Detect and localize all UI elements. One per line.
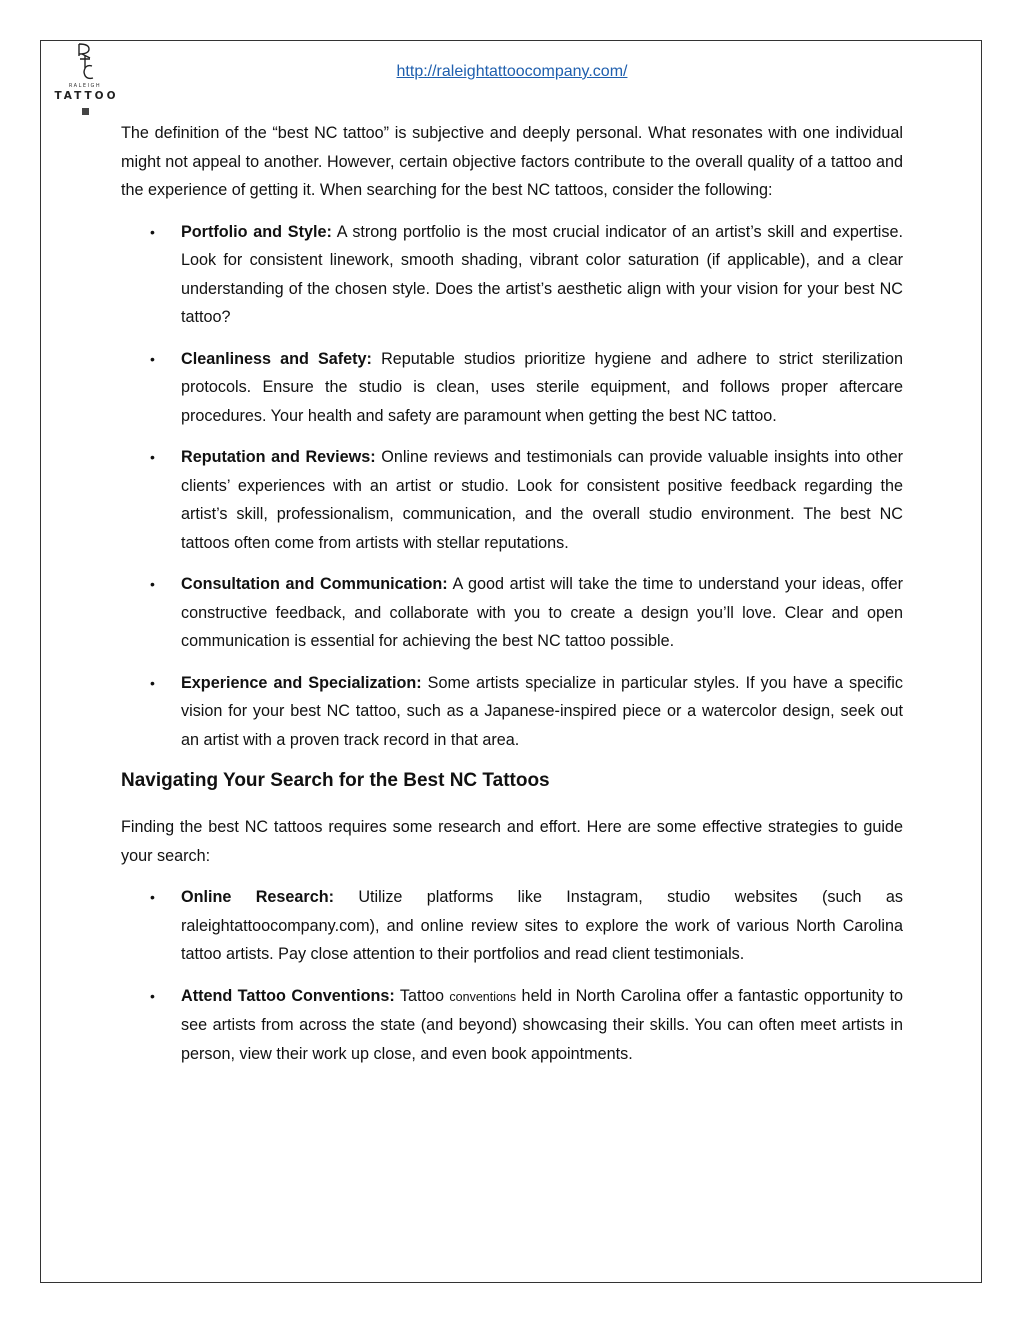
bullet-icon: • bbox=[150, 889, 155, 905]
list-item bbox=[121, 218, 903, 332]
list-item bbox=[121, 883, 903, 969]
logo-badge-icon bbox=[82, 108, 89, 115]
bullet-icon: • bbox=[150, 987, 155, 1004]
item-title: Online Research: bbox=[181, 888, 334, 906]
document-body bbox=[121, 119, 903, 1081]
item-text: Reputable studios prioritize hygiene and adhere to strict sterilization protocols. Ensure the studio is clean, uses sterile equipment, and follows proper aftercare procedures. Your health and safety are paramount when getting the best NC tattoo. bbox=[181, 349, 903, 425]
list-item bbox=[121, 443, 903, 557]
list-item bbox=[121, 570, 903, 656]
bullet-icon: • bbox=[150, 576, 155, 592]
item-text: Online reviews and testimonials can provide valuable insights into other clients’ experiences with an artist or studio. Look for consistent positive feedback regarding the artist’s skill, professionalism, communication, and the overall studio environment. The best NC tattoos often come from artists with stellar reputations. bbox=[181, 448, 903, 552]
item-text: Utilize platforms like Instagram, studio websites (such as raleightattoocompany.com), and online review sites to explore the work of various North Carolina tattoo artists. Pay close attention to their portfolios and read client testimonials. bbox=[181, 888, 903, 963]
raleigh-tattoo-logo bbox=[46, 42, 124, 120]
header-url-link[interactable]: http://raleightattoocompany.com/ bbox=[396, 63, 628, 80]
intro-paragraph: The definition of the “best NC tattoo” is subjective and deeply personal. What resonates with one individual might not appeal to another. However, certain objective factors contribute to the overall quality of a tattoo and the experience of getting it. When searching for the best NC tattoos, consider the following: bbox=[121, 124, 903, 199]
item-text: held in North Carolina offer a fantastic opportunity to see artists from across the state (and beyond) showcasing their skills. You can often meet artists in person, view their work up close, and even book appointments. bbox=[181, 986, 903, 1063]
factors-list bbox=[121, 218, 903, 755]
logo-wordmark: TATTOO bbox=[54, 90, 119, 102]
item-title: Experience and Specialization: bbox=[181, 673, 422, 692]
item-small-word: conventions bbox=[449, 989, 517, 1004]
item-title: Portfolio and Style: bbox=[181, 222, 332, 241]
logo-small-text: RALEIGH bbox=[68, 83, 102, 89]
item-title: Cleanliness and Safety: bbox=[181, 349, 372, 368]
bullet-icon: • bbox=[150, 674, 155, 691]
list-item bbox=[121, 982, 903, 1069]
section-intro-paragraph: Finding the best NC tattoos requires some research and effort. Here are some effective strategies to guide your search: bbox=[121, 818, 903, 865]
bullet-icon: • bbox=[150, 449, 155, 465]
item-text: Some artists specialize in particular styles. If you have a specific vision for your best NC tattoo, such as a Japanese-inspired piece or a watercolor design, seek out an artist with a proven track record in that area. bbox=[181, 673, 903, 749]
strategies-list bbox=[121, 883, 903, 1068]
list-item bbox=[121, 345, 903, 431]
item-text: A strong portfolio is the most crucial indicator of an artist’s skill and expertise. Look for consistent linework, smooth shading, vibrant color saturation (if applicable), and a clear understanding of the chosen style. Does the artist’s aesthetic align with your vision for your best NC tattoo? bbox=[181, 222, 903, 326]
item-title: Attend Tattoo Conventions: bbox=[181, 986, 395, 1005]
item-title: Reputation and Reviews: bbox=[181, 448, 376, 466]
item-title: Consultation and Communication: bbox=[181, 575, 448, 593]
section-heading: Navigating Your Search for the Best NC Tattoos bbox=[121, 770, 550, 791]
item-text: A good artist will take the time to understand your ideas, offer constructive feedback, and collaborate with you to create a design you’ll love. Clear and open communication is essential for achieving the best NC tattoo possible. bbox=[181, 575, 903, 650]
item-text: Tattoo bbox=[394, 986, 450, 1005]
list-item bbox=[121, 669, 903, 755]
bullet-icon: • bbox=[150, 223, 155, 240]
bullet-icon: • bbox=[150, 350, 155, 367]
